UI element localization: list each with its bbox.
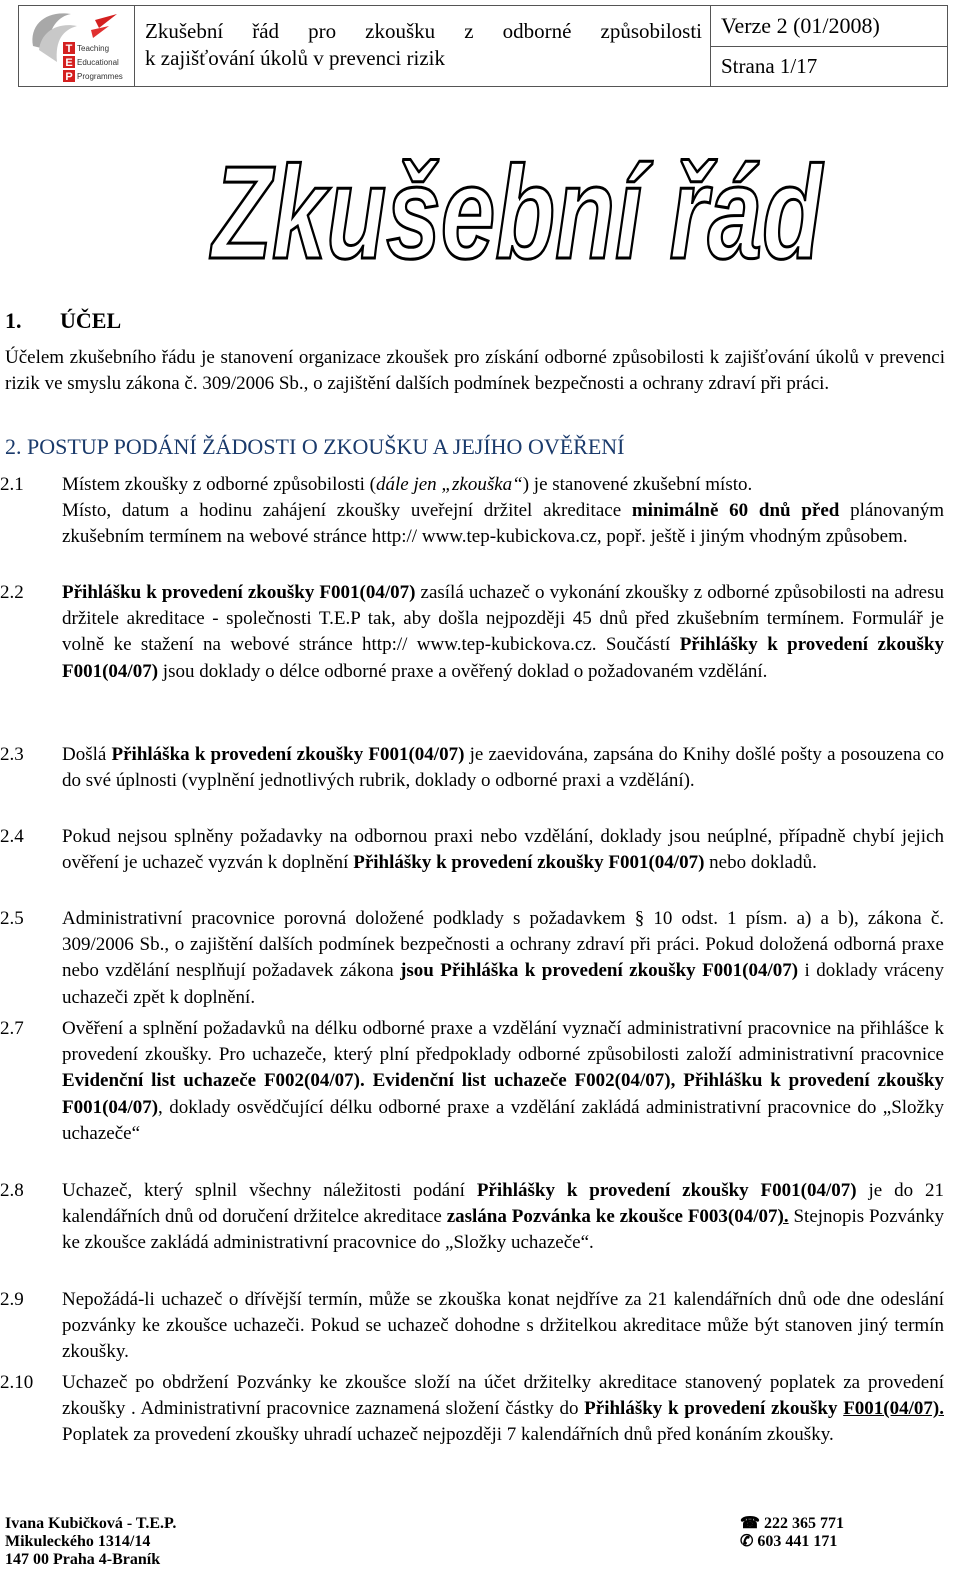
- item-2-5: [0, 906, 944, 1011]
- header-title-line1: Zkušební řád pro zkoušku z odborné způsobilosti: [145, 19, 702, 43]
- item-text-bold: minimálně 60 dnů před: [631, 500, 840, 522]
- svg-text:E: E: [65, 57, 73, 69]
- item-text: je zaevidována, zapsána do Knihy došlé pošty a posouzena co do své úplnosti (vyplnění jednotlivých rubrik, doklady o odborné praxi a vzdělání).: [62, 744, 945, 792]
- item-text-bold: Přihlášky k provedení zkoušky: [584, 1398, 844, 1420]
- item-text: Uchazeč, který splnil všechny náležitosti podání: [62, 1180, 477, 1201]
- item-text-bold: Přihlášky k provedení zkoušky F001(04/07): [476, 1180, 857, 1201]
- svg-text:Programmes: Programmes: [77, 72, 123, 81]
- item-2-7: [0, 1016, 944, 1147]
- item-number: 2.1: [0, 474, 24, 495]
- tep-logo-graphic: [19, 6, 134, 86]
- item-text: zasílá uchazeč o vykonání zkoušky z odborné způsobilosti na adresu držitele akreditace - společnosti T.E.P tak, aby došla nejpozději 45 dnů před zkušebním termínem. Formulář je volně ke stažení na webové stránce http:// www.tep-kubickova.cz. Součástí: [62, 582, 944, 656]
- item-text-bold: zaslána Pozvánka ke zkoušce F003(04/07: [446, 1206, 778, 1228]
- header-version: Verze 2 (01/2008): [711, 6, 947, 47]
- tep-logo: [19, 6, 135, 86]
- footer-mobile: 603 441 171: [757, 1533, 838, 1550]
- item-text: je do 21 kalendářních dnů od doručení držitelce akreditace: [62, 1180, 945, 1228]
- footer-phone: 222 365 771: [763, 1515, 844, 1532]
- item-2-9: [0, 1287, 944, 1366]
- svg-text:Teaching: Teaching: [77, 44, 110, 53]
- item-text: Stejnopis Pozvánky ke zkoušce zakládá administrativní pracovnice do „Složky uchazeče“.: [62, 1206, 944, 1254]
- footer-contacts: [740, 1515, 844, 1551]
- item-text: plánovaným zkušebním termínem na webové stránce http:// www.tep-kubickova.cz, popř. ještě i jiným vhodným způsobem.: [62, 500, 944, 548]
- item-text: Došlá: [62, 744, 112, 765]
- item-text: Poplatek za provedení zkoušky uhradí uchazeč nejpozději 7 kalendářních dnů před konáním zkoušky.: [62, 1424, 834, 1446]
- item-2-10: [0, 1370, 944, 1449]
- footer-city: 147 00 Praha 4-Braník: [5, 1551, 161, 1568]
- section-2-heading: 2. POSTUP PODÁNÍ ŽÁDOSTI O ZKOUŠKU A JEJÍHO OVĚŘENÍ: [5, 434, 625, 459]
- item-number: 2.10: [0, 1372, 34, 1393]
- item-number: 2.3: [0, 744, 24, 765]
- item-number: 2.7: [0, 1018, 24, 1039]
- header-document-title: [135, 6, 711, 86]
- item-2-4: [0, 824, 944, 876]
- svg-text:P: P: [65, 71, 73, 83]
- item-text-bold: jsou Přihláška k provedení zkoušky F001(04/07): [400, 960, 799, 982]
- section-1-number: 1.: [5, 308, 22, 333]
- item-text: Administrativní pracovnice porovná doložené podklady s požadavkem § 10 odst. 1 písm. a) a b), zákona č. 309/2006 Sb., o zajištění dalších podmínek bezpečnosti a ochrany zdraví při práci. Pokud doložená odborná praxe nebo vzdělání nesplňují požadavek zákona: [62, 908, 944, 982]
- footer-name: Ivana Kubičková - T.E.P.: [5, 1515, 177, 1532]
- item-number: 2.5: [0, 908, 24, 929]
- item-2-3: [0, 742, 945, 794]
- item-2-1: [0, 472, 944, 551]
- item-number: 2.8: [0, 1180, 24, 1201]
- footer-street: Mikuleckého 1314/14: [5, 1533, 151, 1550]
- document-header: [18, 5, 948, 87]
- item-text-bold: Přihlášku k provedení zkoušky F001(04/07): [62, 582, 416, 603]
- svg-text:Educational: Educational: [77, 58, 119, 67]
- header-title-line2: k zajišťování úkolů v prevenci rizik: [145, 46, 445, 70]
- item-2-2: [0, 580, 944, 685]
- item-text: Pokud nejsou splněny požadavky na odbornou praxi nebo vzdělání, doklady jsou neúplné, případně chybí jejich ověření je uchazeč vyzván k doplnění: [62, 826, 944, 874]
- mobile-phone-icon: ✆: [740, 1533, 758, 1550]
- item-text: nebo dokladů.: [704, 852, 817, 874]
- item-text: , doklady osvědčující délku odborné praxe a vzdělání zakládá administrativní pracovnice do „Složky uchazeče“: [62, 1096, 944, 1144]
- item-2-8: [0, 1178, 945, 1257]
- item-text: Ověření a splnění požadavků na délku odborné praxe a vzdělání vyznačí administrativní pracovnice na přihlášce k provedení zkoušky. Pro uchazeče, který plní předpoklady odborné způsobilosti založí administrativní pracovnice: [62, 1018, 944, 1066]
- item-text: Nepožádá-li uchazeč o dřívější termín, může se zkouška konat nejdříve za 21 kalendářních dnů ode dne odeslání pozvánky ke zkoušce uchazeči. Pokud se uchazeč dohodne s držitelkou akreditace může být stanoven jiný termín zkoušky.: [62, 1289, 944, 1363]
- footer-address: [5, 1515, 176, 1569]
- item-text: Místo, datum a hodinu zahájení zkoušky uveřejní držitel akreditace: [62, 500, 632, 522]
- item-text: i doklady vráceny uchazeči zpět k doplnění.: [62, 960, 944, 1008]
- item-text: Místem zkoušky z odborné způsobilosti (: [62, 474, 376, 495]
- item-text-bold: Přihlášky k provedení zkoušky F001(04/07): [353, 852, 705, 874]
- item-text-bold-underlined: ).: [777, 1206, 789, 1228]
- item-text: ) je stanovené zkušební místo.: [522, 474, 753, 495]
- section-1-title: ÚČEL: [60, 308, 122, 333]
- phone-icon: ☎: [740, 1515, 764, 1532]
- svg-text:T: T: [65, 43, 73, 55]
- item-text-bold: Evidenční list uchazeče F002(04/07). Evidenční list uchazeče F002(04/07), Přihlášku k provedení zkoušky F001(04/07): [62, 1070, 944, 1118]
- item-text: Uchazeč po obdržení Pozvánky ke zkoušce složí na účet držitelky akreditace stanovený poplatek za provedení zkoušky . Administrativní pracovnice zaznamená složení částky do: [62, 1372, 944, 1420]
- item-text-italic: dále jen „zkouška“: [376, 474, 523, 495]
- item-text: jsou doklady o délce odborné praxe a ověřený doklad o požadovaném vzdělání.: [158, 660, 768, 682]
- item-number: 2.9: [0, 1289, 24, 1310]
- item-text-bold: Přihlášky k provedení zkoušky F001(04/07): [62, 634, 944, 682]
- section-1-heading: [5, 308, 121, 334]
- header-page-number: Strana 1/17: [721, 53, 818, 78]
- big-title: [0, 140, 960, 270]
- section-1-text: Účelem zkušebního řádu je stanovení organizace zkoušek pro získání odborné způsobilosti k zajišťování úkolů v prevenci rizik ve smyslu zákona č. 309/2006 Sb., o zajištění dalších podmínek bezpečnosti a ochrany zdraví při práci.: [5, 347, 945, 394]
- big-title-text: Zkušební řád: [209, 140, 824, 270]
- item-number: 2.2: [0, 582, 24, 603]
- item-text-bold: Přihláška k provedení zkoušky F001(04/07): [111, 744, 465, 765]
- item-text-bold-underlined: F001(04/07).: [843, 1398, 944, 1420]
- item-number: 2.4: [0, 826, 24, 847]
